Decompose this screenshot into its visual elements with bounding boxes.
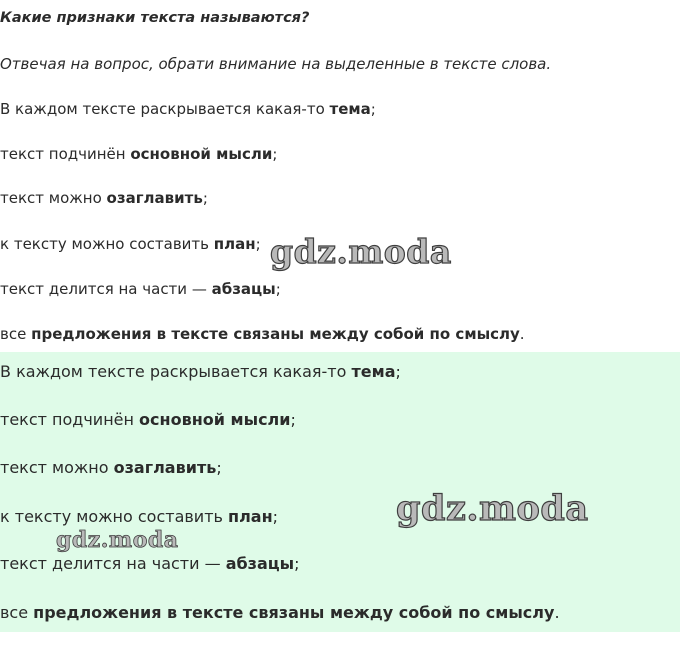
answer-line-bold: план — [228, 507, 273, 526]
answer-line-bold: основной мысли — [139, 410, 291, 429]
watermark-logo: gdz.moda — [56, 527, 179, 553]
text-line-end: ; — [272, 145, 278, 163]
answer-line-end: ; — [272, 507, 279, 526]
answer-line-bold: абзацы — [225, 554, 295, 573]
text-line-plain: В каждом тексте раскрывается какая-то — [0, 100, 330, 118]
answer-line-plain: к тексту можно составить — [0, 507, 229, 526]
answer-line-bold: предложения в тексте связаны между собой по смыслу — [33, 603, 555, 622]
text-line-plain: текст подчинён — [0, 145, 131, 163]
answer-line-end: ; — [395, 362, 401, 381]
watermark-logo: gdz.moda — [270, 232, 452, 271]
text-line-bold: абзацы — [211, 280, 276, 298]
text-line-end: ; — [275, 280, 281, 298]
text-line-bold: предложения в тексте связаны между собой по смыслу — [31, 325, 520, 343]
answer-line-end: . — [554, 603, 560, 622]
answer-line-plain: все — [0, 603, 34, 622]
instruction-text: Отвечая на вопрос, обрати внимание на выделенные в тексте слова. — [0, 55, 552, 73]
answer-line-sentences — [0, 603, 560, 622]
text-line-bold: озаглавить — [106, 189, 203, 207]
answer-line-plain: текст можно — [0, 458, 114, 477]
text-line-plain: к тексту можно составить — [0, 235, 214, 253]
text-line-end: ; — [370, 100, 376, 118]
text-line-plain: все — [0, 325, 32, 343]
answer-line-plain: текст подчинён — [0, 410, 140, 429]
answer-line-end: ; — [216, 458, 222, 477]
answer-line-main-idea — [0, 410, 296, 429]
watermark-logo: gdz.moda — [396, 488, 589, 529]
text-line-plan — [0, 235, 261, 253]
text-line-bold: тема — [329, 100, 371, 118]
answer-line-end: ; — [290, 410, 296, 429]
text-line-end: ; — [255, 235, 261, 253]
question-heading: Какие признаки текста называются? — [0, 10, 310, 26]
answer-line-paragraphs — [0, 554, 299, 573]
text-line-title — [0, 189, 208, 207]
answer-line-title — [0, 458, 222, 477]
text-line-main-idea — [0, 145, 277, 163]
text-line-bold: план — [213, 235, 256, 253]
text-line-end: ; — [202, 189, 208, 207]
text-line-end: . — [519, 325, 525, 343]
answer-line-plain: В каждом тексте раскрывается какая-то — [0, 362, 352, 381]
answer-line-bold: тема — [351, 362, 396, 381]
answer-line-end: ; — [294, 554, 300, 573]
text-line-theme — [0, 100, 376, 118]
answer-line-plain: текст делится на части — — [0, 554, 226, 573]
answer-line-plan — [0, 507, 278, 526]
answer-line-theme — [0, 362, 401, 381]
text-line-plain: текст делится на части — — [0, 280, 212, 298]
text-line-bold: основной мысли — [130, 145, 273, 163]
text-line-plain: текст можно — [0, 189, 107, 207]
text-line-paragraphs — [0, 280, 281, 298]
text-line-sentences — [0, 325, 525, 343]
answer-line-bold: озаглавить — [113, 458, 217, 477]
